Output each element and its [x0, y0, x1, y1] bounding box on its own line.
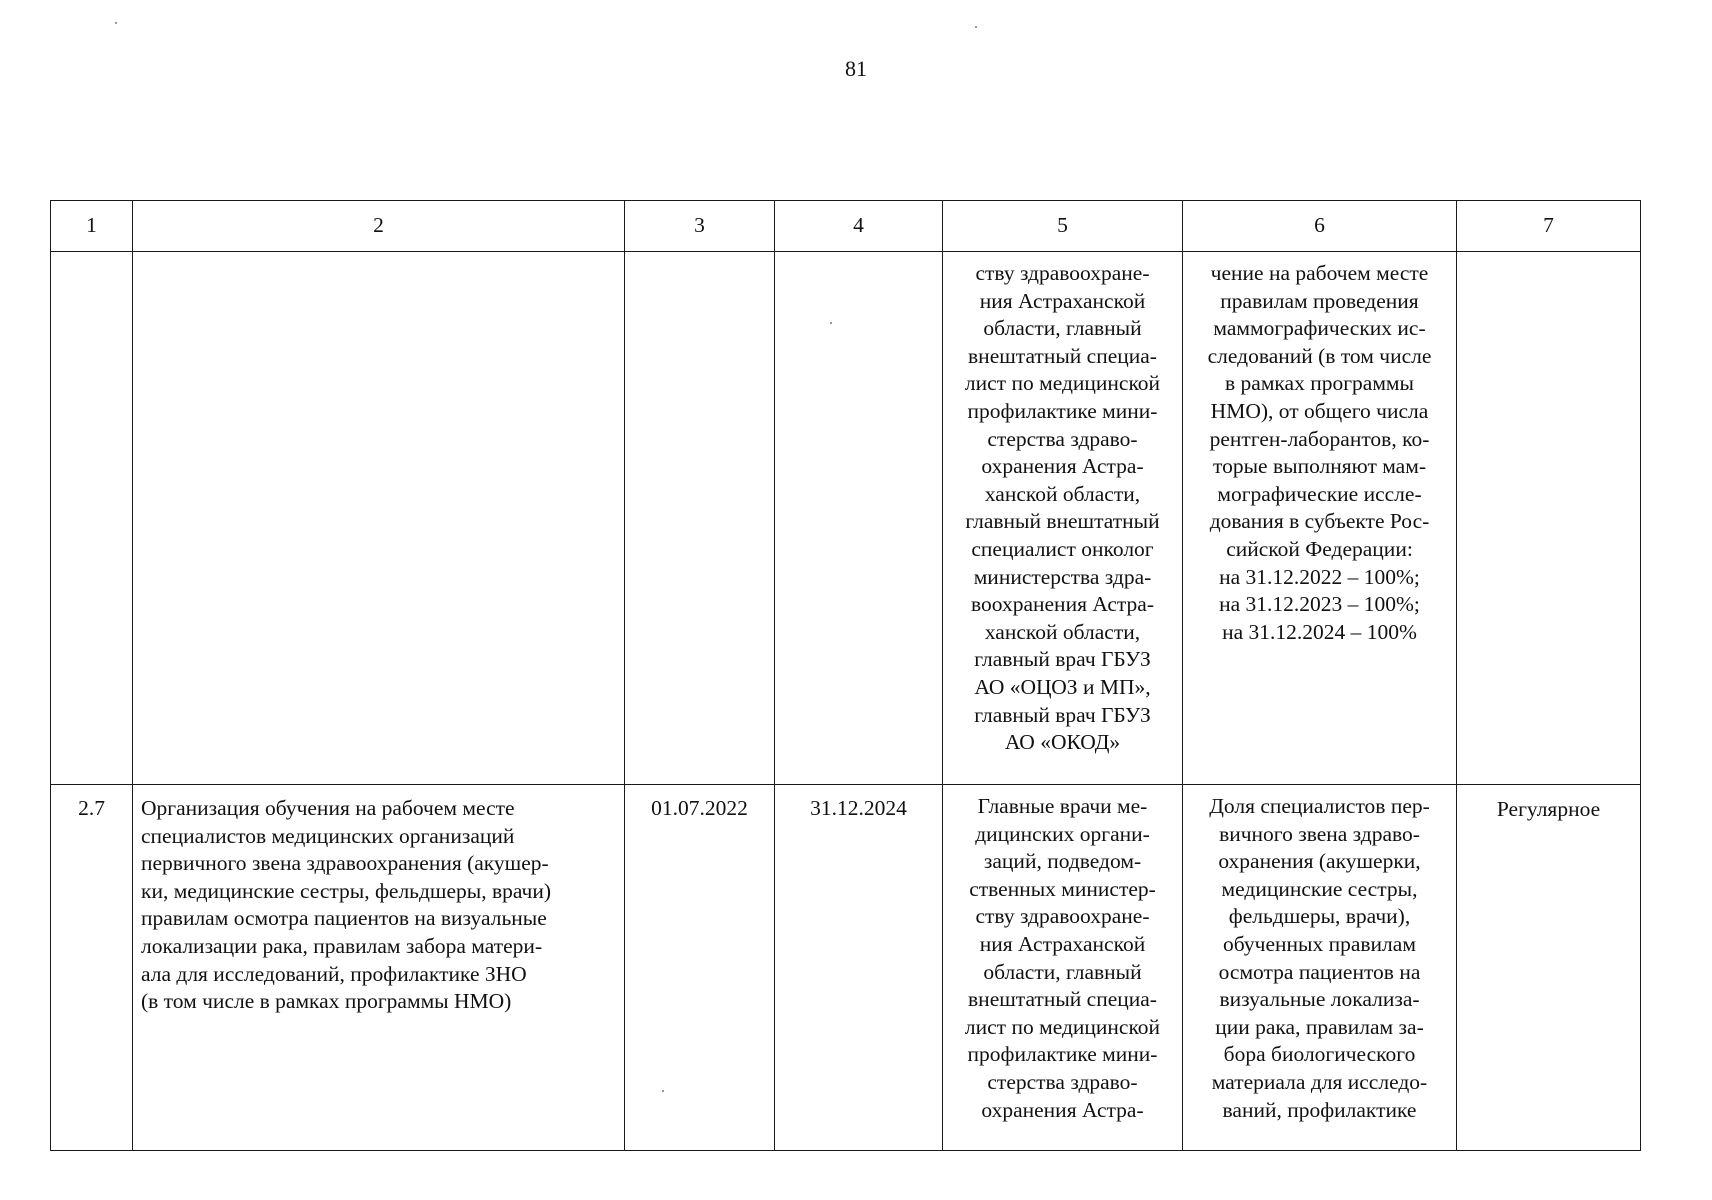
scan-speck	[975, 26, 977, 28]
start-date-cell	[625, 252, 775, 785]
responsible-cell: ству здравоохране- ния Астраханской области, главный внештатный специа- лист по медицинской профилактике мини- стерства здраво- охранения Астра- ханской области, главный внештатный специалист онколог министерства здра- воохранения Астра- ханской области, главный врач ГБУЗ АО «ОЦОЗ и МП», главный врач ГБУЗ АО «ОКОД»	[943, 252, 1183, 785]
end-date-cell	[775, 252, 943, 785]
column-header-2: 2	[133, 201, 625, 252]
activity-cell: Организация обучения на рабочем месте специалистов медицинских организаций первичного звена здравоохранения (акушер- ки, медицинские сестры, фельдшеры, врачи) правилам осмотра пациентов на визуальные локализации рака, правилам забора матери- ала для исследований, профилактике ЗНО (в том числе в рамках программы НМО)	[133, 785, 625, 1151]
measures-table	[50, 200, 1641, 1151]
column-header-4: 4	[775, 201, 943, 252]
column-header-3: 3	[625, 201, 775, 252]
indicator-cell: Доля специалистов пер- вичного звена здраво- охранения (акушерки, медицинские сестры, фельдшеры, врачи), обученных правилам осмотра пациентов на визуальные локализа- ции рака, правилам за- бора биологического материала для исследо- ваний, профилактике	[1183, 785, 1457, 1151]
scan-speck	[115, 22, 117, 24]
column-header-1: 1	[51, 201, 133, 252]
header-row	[51, 201, 1641, 252]
scan-speck	[662, 1090, 664, 1092]
table-row	[51, 785, 1641, 1151]
row-number-cell	[51, 252, 133, 785]
indicator-cell: чение на рабочем месте правилам проведения маммографических ис- следований (в том числе в рамках программы НМО), от общего числа рентген-лаборантов, ко- торые выполняют мам- мографические иссле- дования в субъекте Рос- сийской Федерации: на 31.12.2022 – 100%; на 31.12.2023 – 100%; на 31.12.2024 – 100%	[1183, 252, 1457, 785]
character-cell: Регулярное	[1457, 785, 1641, 1151]
column-header-6: 6	[1183, 201, 1457, 252]
start-date-cell: 01.07.2022	[625, 785, 775, 1151]
table-row	[51, 252, 1641, 785]
character-cell	[1457, 252, 1641, 785]
activity-cell	[133, 252, 625, 785]
responsible-cell: Главные врачи ме- дицинских органи- заций, подведом- ственных министер- ству здравоохране- ния Астраханской области, главный внештатный специа- лист по медицинской профилактике мини- стерства здраво- охранения Астра-	[943, 785, 1183, 1151]
column-header-7: 7	[1457, 201, 1641, 252]
scan-speck	[830, 322, 832, 324]
column-header-5: 5	[943, 201, 1183, 252]
row-number-cell: 2.7	[51, 785, 133, 1151]
end-date-cell: 31.12.2024	[775, 785, 943, 1151]
page-number: 81	[845, 56, 867, 81]
